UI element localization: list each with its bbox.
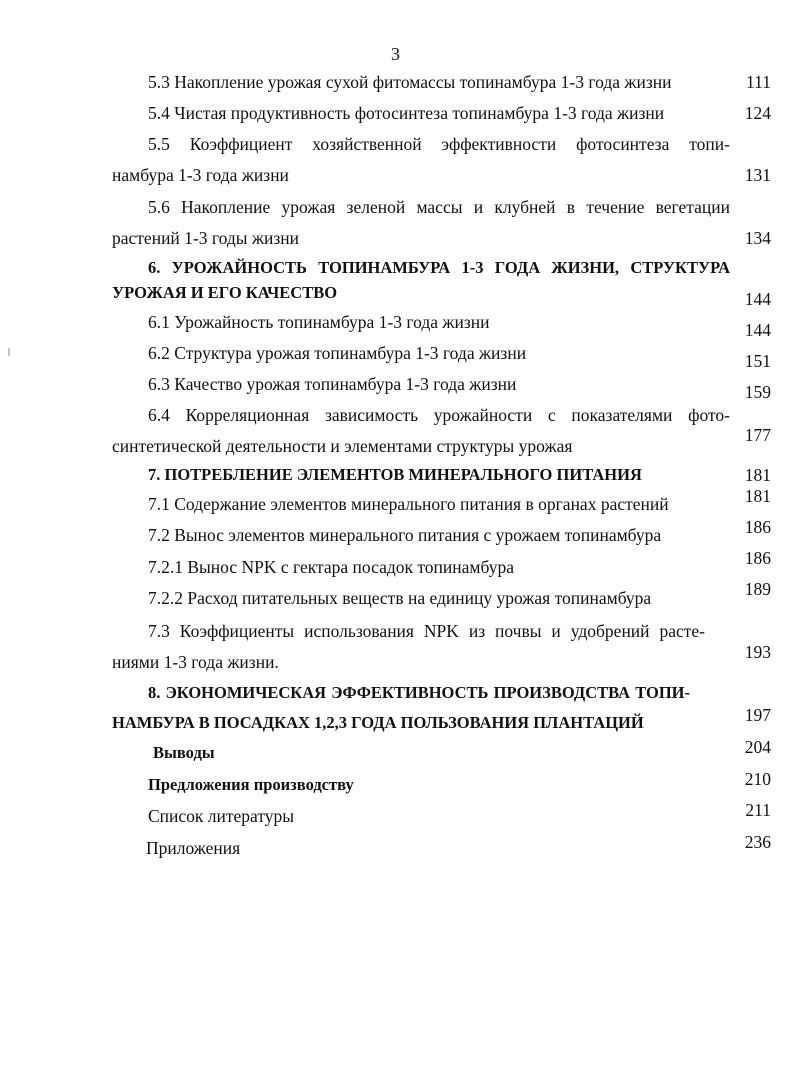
toc-entry-7-3-line2: ниями 1-3 года жизни. [112,652,279,672]
toc-page-7: 181 [744,465,771,485]
toc-entry-5-6-line1: 5.6 Накопление урожая зеленой массы и клубней в течение вегетации [148,197,730,217]
toc-page-5-4: 124 [744,103,771,123]
scan-speck [8,348,10,356]
toc-page-6-4: 177 [744,425,771,445]
toc-conclusions: Выводы [153,743,215,762]
toc-chapter-6-line2: УРОЖАЯ И ЕГО КАЧЕСТВО [112,283,338,302]
toc-page-8: 197 [744,705,771,725]
toc-references: Список литературы [148,806,295,826]
toc-page-7-2-2: 189 [744,579,771,599]
toc-proposals: Предложения производству [148,775,354,794]
toc-entry-5-5-line1: 5.5 Коэффициент хозяйственной эффективности фотосинтеза топи- [148,134,730,154]
toc-page-5-5: 131 [744,165,771,185]
toc-page-conclusions: 204 [744,737,771,757]
toc-page-6: 144 [744,289,771,309]
toc-chapter-8-line1: 8. ЭКОНОМИЧЕСКАЯ ЭФФЕКТИВНОСТЬ ПРОИЗВОДСТВА ТОПИ- [148,683,690,702]
toc-chapter-6-line1: 6. УРОЖАЙНОСТЬ ТОПИНАМБУРА 1-3 ГОДА ЖИЗНИ, СТРУКТУРА [148,258,730,277]
toc-entry-7-2: 7.2 Вынос элементов минерального питания с урожаем топинамбура [148,525,662,545]
toc-page-7-2-1: 186 [744,548,771,568]
toc-entry-5-3: 5.3 Накопление урожая сухой фитомассы топинамбура 1-3 года жизни [148,72,672,92]
toc-page-5-6: 134 [744,228,771,248]
toc-page-7-3: 193 [744,642,771,662]
toc-entry-5-5-line2: намбура 1-3 года жизни [112,165,289,185]
toc-entry-7-1: 7.1 Содержание элементов минерального питания в органах растений [148,494,669,514]
toc-entry-6-4-line2: синтетической деятельности и элементами структуры урожая [112,436,573,456]
toc-entry-5-6-line2: растений 1-3 годы жизни [112,228,299,248]
page-number: 3 [391,44,400,64]
toc-page-proposals: 210 [744,769,771,789]
toc-chapter-7: 7. ПОТРЕБЛЕНИЕ ЭЛЕМЕНТОВ МИНЕРАЛЬНОГО ПИТАНИЯ [148,465,642,484]
toc-page-5-3: 111 [746,72,771,92]
toc-page-6-3: 159 [744,382,771,402]
toc-entry-6-4-line1: 6.4 Корреляционная зависимость урожайности с показателями фото- [148,405,730,425]
toc-chapter-8-line2: НАМБУРА В ПОСАДКАХ 1,2,3 ГОДА ПОЛЬЗОВАНИЯ ПЛАНТАЦИЙ [112,713,644,732]
toc-entry-7-3-line1: 7.3 Коэффициенты использования NPK из почвы и удобрений расте- [148,621,705,641]
toc-entry-6-3: 6.3 Качество урожая топинамбура 1-3 года жизни [148,374,517,394]
toc-entry-6-1: 6.1 Урожайность топинамбура 1-3 года жизни [148,312,490,332]
toc-page-references: 211 [745,800,771,820]
toc-page-7-1: 181 [744,486,771,506]
toc-entry-7-2-1: 7.2.1 Вынос NPK с гектара посадок топинамбура [148,557,514,577]
toc-page-appendices: 236 [744,832,771,852]
toc-page-7-2: 186 [744,517,771,537]
toc-entry-6-2: 6.2 Структура урожая топинамбура 1-3 года жизни [148,343,527,363]
toc-appendices: Приложения [146,838,241,858]
toc-entry-5-4: 5.4 Чистая продуктивность фотосинтеза топинамбура 1-3 года жизни [148,103,665,123]
toc-page-6-2: 151 [744,351,771,371]
toc-page-6-1: 144 [744,320,771,340]
toc-entry-7-2-2: 7.2.2 Расход питательных веществ на единицу урожая топинамбура [148,588,652,608]
